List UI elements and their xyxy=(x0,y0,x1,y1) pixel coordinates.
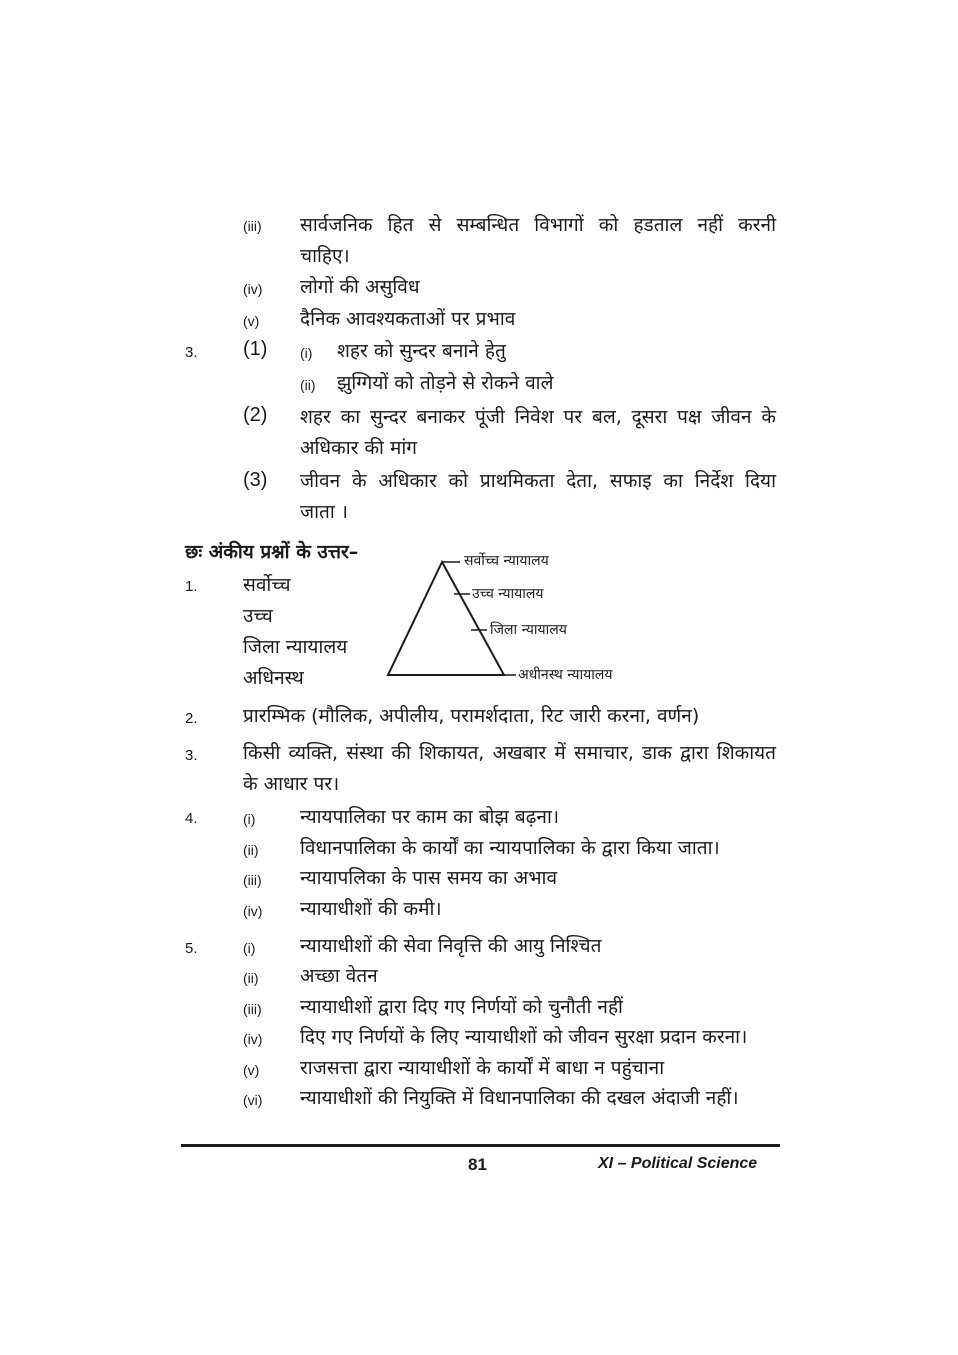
part-marker: (3) xyxy=(243,469,268,491)
sub-marker: (ii) xyxy=(300,377,316,393)
item-marker: (iii) xyxy=(243,1001,262,1017)
sub-text: शहर को सुन्दर बनाने हेतु xyxy=(337,340,506,362)
answer-text: किसी व्यक्ति, संस्था की शिकायत, अखबार में समाचार, डाक द्वारा शिकायत xyxy=(243,742,776,764)
court-level: जिला न्यायालय xyxy=(243,636,348,658)
item-text: अच्छा वेतन xyxy=(300,965,378,987)
item-marker: (iii) xyxy=(243,872,262,888)
item-marker: (iv) xyxy=(243,281,263,297)
part-marker: (2) xyxy=(243,404,268,426)
diagram-label: सर्वोच्च न्यायालय xyxy=(464,553,549,569)
answer-number: 4. xyxy=(185,810,198,827)
item-marker: (i) xyxy=(243,940,256,956)
item-text-cont: चाहिए। xyxy=(300,245,350,267)
item-text: विधानपालिका के कार्यों का न्यायपालिका के द्वारा किया जाता। xyxy=(300,837,720,859)
sub-marker: (i) xyxy=(300,345,313,361)
item-text: न्यायाधीशों की कमी। xyxy=(300,898,442,920)
part-text-cont: जाता । xyxy=(300,501,349,523)
answer-number: 1. xyxy=(185,578,198,595)
answer-number: 3. xyxy=(185,747,198,764)
question-number: 3. xyxy=(185,344,198,361)
diagram-label: उच्च न्यायालय xyxy=(472,586,544,602)
item-text: लोगों की असुविध xyxy=(300,276,420,298)
triangle-shape xyxy=(388,562,504,675)
answer-number: 2. xyxy=(185,710,198,727)
item-marker: (v) xyxy=(243,313,260,329)
item-text: न्यायाधीशों द्वारा दिए गए निर्णयों को चुनौती नहीं xyxy=(300,996,623,1018)
sub-text: झुग्गियों को तोड़ने से रोकने वाले xyxy=(337,372,554,394)
item-text: न्यायाधीशों की सेवा निवृत्ति की आयु निश्चित xyxy=(300,935,602,957)
part-text: शहर का सुन्दर बनाकर पूंजी निवेश पर बल, दूसरा पक्ष जीवन के xyxy=(300,406,776,428)
book-title: XI – Political Science xyxy=(598,1155,758,1172)
court-level: उच्च xyxy=(243,605,273,627)
part-marker: (1) xyxy=(243,338,268,360)
footer-rule xyxy=(181,1144,780,1147)
item-text: राजसत्ता द्वारा न्यायाधीशों के कार्यों में बाधा न पहुंचाना xyxy=(300,1057,665,1079)
answer-text: प्रारम्भिक (मौलिक, अपीलीय, परामर्शदाता, रिट जारी करना, वर्णन) xyxy=(243,705,700,727)
section-heading: छः अंकीय प्रश्नों के उत्तर– xyxy=(185,541,359,563)
item-text: न्यायापलिका के पास समय का अभाव xyxy=(300,867,558,889)
item-marker: (ii) xyxy=(243,842,259,858)
item-text: न्यायाधीशों की नियुक्ति में विधानपालिका की दखल अंदाजी नहीं। xyxy=(300,1087,739,1109)
diagram-label: अधीनस्थ न्यायालय xyxy=(518,667,613,683)
diagram-label: जिला न्यायालय xyxy=(490,622,567,638)
item-marker: (ii) xyxy=(243,970,259,986)
part-text: जीवन के अधिकार को प्राथमिकता देता, सफाइ का निर्देश दिया xyxy=(300,470,776,492)
page-number: 81 xyxy=(468,1155,487,1174)
item-marker: (i) xyxy=(243,811,256,827)
item-marker: (vi) xyxy=(243,1092,263,1108)
item-text: दिए गए निर्णयों के लिए न्यायाधीशों को जीवन सुरक्षा प्रदान करना। xyxy=(300,1026,748,1048)
item-text: दैनिक आवश्यकताओं पर प्रभाव xyxy=(300,308,516,330)
item-text: सार्वजनिक हित से सम्बन्धित विभागों को हडताल नहीं करनी xyxy=(300,214,776,236)
court-level: सर्वोच्च xyxy=(243,574,291,596)
part-text-cont: अधिकार की मांग xyxy=(300,437,417,459)
item-text: न्यायपालिका पर काम का बोझ बढ़ना। xyxy=(300,806,560,828)
item-marker: (v) xyxy=(243,1062,260,1078)
answer-text-cont: के आधार पर। xyxy=(243,773,340,795)
item-marker: (iii) xyxy=(243,218,262,234)
item-marker: (iv) xyxy=(243,903,263,919)
answer-number: 5. xyxy=(185,940,198,957)
court-level: अधिनस्थ xyxy=(243,667,304,689)
item-marker: (iv) xyxy=(243,1031,263,1047)
